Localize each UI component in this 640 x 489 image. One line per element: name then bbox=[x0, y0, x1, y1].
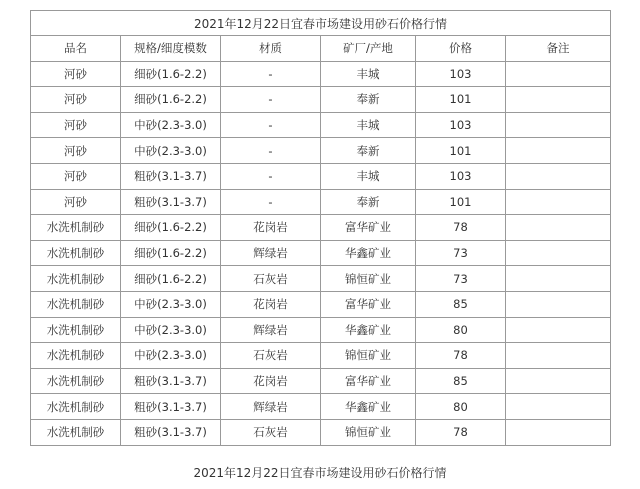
cell-remark bbox=[506, 61, 611, 87]
table-row bbox=[31, 87, 611, 113]
cell-origin: 丰城 bbox=[321, 112, 416, 138]
cell-price: 85 bbox=[416, 291, 506, 317]
cell-origin: 华鑫矿业 bbox=[321, 317, 416, 343]
cell-price: 78 bbox=[416, 343, 506, 369]
cell-price: 80 bbox=[416, 394, 506, 420]
cell-spec: 中砂(2.3-3.0) bbox=[121, 291, 221, 317]
cell-price: 103 bbox=[416, 61, 506, 87]
cell-origin: 锦恒矿业 bbox=[321, 266, 416, 292]
table-row bbox=[31, 291, 611, 317]
cell-product: 河砂 bbox=[31, 61, 121, 87]
cell-spec: 中砂(2.3-3.0) bbox=[121, 112, 221, 138]
cell-origin: 富华矿业 bbox=[321, 291, 416, 317]
cell-origin: 奉新 bbox=[321, 87, 416, 113]
cell-material: - bbox=[221, 87, 321, 113]
table-header-row bbox=[31, 36, 611, 62]
column-header-origin: 矿厂/产地 bbox=[321, 36, 416, 62]
price-table bbox=[30, 10, 611, 446]
cell-remark bbox=[506, 215, 611, 241]
cell-spec: 细砂(1.6-2.2) bbox=[121, 266, 221, 292]
cell-material: 花岗岩 bbox=[221, 291, 321, 317]
cell-origin: 富华矿业 bbox=[321, 215, 416, 241]
column-header-spec: 规格/细度模数 bbox=[121, 36, 221, 62]
cell-price: 73 bbox=[416, 266, 506, 292]
table-row bbox=[31, 215, 611, 241]
table-row bbox=[31, 163, 611, 189]
image-caption: 2021年12月22日宜春市场建设用砂石价格行情 bbox=[193, 466, 447, 480]
cell-price: 103 bbox=[416, 112, 506, 138]
cell-origin: 锦恒矿业 bbox=[321, 343, 416, 369]
cell-origin: 奉新 bbox=[321, 138, 416, 164]
table-row bbox=[31, 368, 611, 394]
price-table-container bbox=[30, 10, 610, 446]
cell-material: - bbox=[221, 138, 321, 164]
cell-price: 78 bbox=[416, 419, 506, 445]
table-body bbox=[31, 61, 611, 445]
cell-price: 78 bbox=[416, 215, 506, 241]
cell-origin: 华鑫矿业 bbox=[321, 394, 416, 420]
table-row bbox=[31, 138, 611, 164]
cell-material: 辉绿岩 bbox=[221, 240, 321, 266]
cell-product: 水洗机制砂 bbox=[31, 215, 121, 241]
cell-spec: 细砂(1.6-2.2) bbox=[121, 215, 221, 241]
cell-price: 73 bbox=[416, 240, 506, 266]
cell-spec: 粗砂(3.1-3.7) bbox=[121, 189, 221, 215]
cell-price: 80 bbox=[416, 317, 506, 343]
cell-price: 101 bbox=[416, 138, 506, 164]
cell-spec: 粗砂(3.1-3.7) bbox=[121, 394, 221, 420]
table-row bbox=[31, 317, 611, 343]
cell-spec: 中砂(2.3-3.0) bbox=[121, 317, 221, 343]
cell-product: 水洗机制砂 bbox=[31, 419, 121, 445]
cell-remark bbox=[506, 189, 611, 215]
cell-spec: 中砂(2.3-3.0) bbox=[121, 138, 221, 164]
cell-remark bbox=[506, 240, 611, 266]
table-row bbox=[31, 189, 611, 215]
cell-product: 河砂 bbox=[31, 87, 121, 113]
cell-origin: 丰城 bbox=[321, 163, 416, 189]
column-header-product: 品名 bbox=[31, 36, 121, 62]
cell-spec: 粗砂(3.1-3.7) bbox=[121, 419, 221, 445]
cell-remark bbox=[506, 87, 611, 113]
cell-price: 101 bbox=[416, 189, 506, 215]
table-row bbox=[31, 419, 611, 445]
cell-product: 水洗机制砂 bbox=[31, 240, 121, 266]
column-header-material: 材质 bbox=[221, 36, 321, 62]
table-row bbox=[31, 343, 611, 369]
cell-material: 石灰岩 bbox=[221, 419, 321, 445]
cell-remark bbox=[506, 163, 611, 189]
table-row bbox=[31, 394, 611, 420]
cell-spec: 粗砂(3.1-3.7) bbox=[121, 163, 221, 189]
cell-origin: 丰城 bbox=[321, 61, 416, 87]
cell-remark bbox=[506, 394, 611, 420]
column-header-remark: 备注 bbox=[506, 36, 611, 62]
cell-product: 水洗机制砂 bbox=[31, 368, 121, 394]
cell-material: 辉绿岩 bbox=[221, 394, 321, 420]
cell-remark bbox=[506, 368, 611, 394]
cell-product: 水洗机制砂 bbox=[31, 343, 121, 369]
cell-origin: 富华矿业 bbox=[321, 368, 416, 394]
cell-remark bbox=[506, 266, 611, 292]
cell-material: 石灰岩 bbox=[221, 266, 321, 292]
cell-remark bbox=[506, 291, 611, 317]
cell-product: 河砂 bbox=[31, 189, 121, 215]
cell-remark bbox=[506, 343, 611, 369]
table-row bbox=[31, 61, 611, 87]
cell-spec: 中砂(2.3-3.0) bbox=[121, 343, 221, 369]
cell-material: - bbox=[221, 189, 321, 215]
cell-material: - bbox=[221, 61, 321, 87]
cell-spec: 细砂(1.6-2.2) bbox=[121, 87, 221, 113]
cell-product: 水洗机制砂 bbox=[31, 317, 121, 343]
cell-material: 石灰岩 bbox=[221, 343, 321, 369]
table-row bbox=[31, 112, 611, 138]
cell-remark bbox=[506, 419, 611, 445]
cell-product: 河砂 bbox=[31, 163, 121, 189]
cell-product: 河砂 bbox=[31, 112, 121, 138]
cell-remark bbox=[506, 317, 611, 343]
cell-origin: 华鑫矿业 bbox=[321, 240, 416, 266]
cell-material: - bbox=[221, 163, 321, 189]
cell-remark bbox=[506, 112, 611, 138]
cell-price: 101 bbox=[416, 87, 506, 113]
cell-product: 水洗机制砂 bbox=[31, 291, 121, 317]
cell-price: 85 bbox=[416, 368, 506, 394]
cell-material: 花岗岩 bbox=[221, 215, 321, 241]
cell-price: 103 bbox=[416, 163, 506, 189]
cell-material: - bbox=[221, 112, 321, 138]
cell-spec: 细砂(1.6-2.2) bbox=[121, 61, 221, 87]
cell-spec: 粗砂(3.1-3.7) bbox=[121, 368, 221, 394]
cell-product: 水洗机制砂 bbox=[31, 266, 121, 292]
table-title-row bbox=[31, 11, 611, 36]
table-row bbox=[31, 266, 611, 292]
cell-spec: 细砂(1.6-2.2) bbox=[121, 240, 221, 266]
cell-product: 河砂 bbox=[31, 138, 121, 164]
cell-material: 花岗岩 bbox=[221, 368, 321, 394]
cell-origin: 锦恒矿业 bbox=[321, 419, 416, 445]
cell-remark bbox=[506, 138, 611, 164]
table-title: 2021年12月22日宜春市场建设用砂石价格行情 bbox=[31, 11, 611, 36]
column-header-price: 价格 bbox=[416, 36, 506, 62]
cell-product: 水洗机制砂 bbox=[31, 394, 121, 420]
cell-origin: 奉新 bbox=[321, 189, 416, 215]
table-row bbox=[31, 240, 611, 266]
cell-material: 辉绿岩 bbox=[221, 317, 321, 343]
